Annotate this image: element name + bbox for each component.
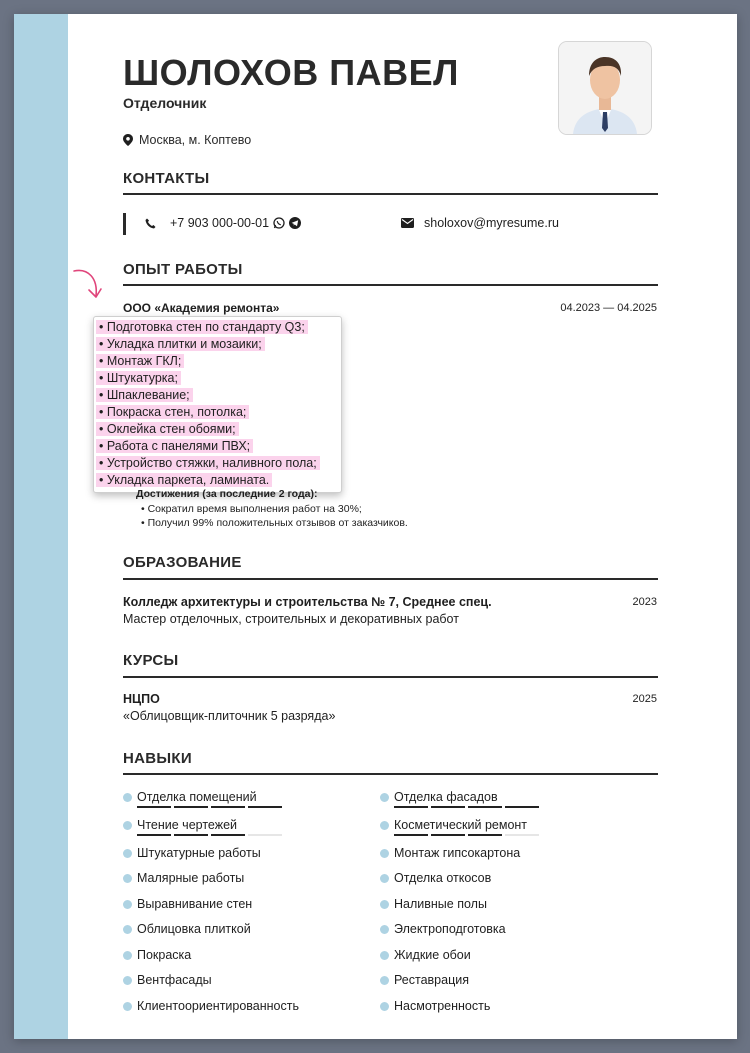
course-provider: НЦПО: [123, 692, 160, 706]
duty-item: • Штукатурка;: [94, 370, 341, 387]
skill-item: Насмотренность: [380, 999, 490, 1013]
contacts-accent-bar: [123, 213, 126, 235]
duty-item: • Монтаж ГКЛ;: [94, 353, 341, 370]
skill-bullet: [380, 1002, 389, 1011]
courses-divider: [123, 676, 658, 678]
skill-level-bar: [394, 806, 539, 808]
candidate-role: Отделочник: [123, 95, 207, 111]
skill-item: Отделка фасадов: [380, 790, 498, 804]
resume-page: [14, 14, 737, 1039]
education-specialty: Мастер отделочных, строительных и декоративных работ: [123, 612, 459, 626]
education-divider: [123, 578, 658, 580]
curved-arrow-icon: [72, 266, 104, 306]
course-year: 2025: [632, 693, 657, 705]
location-text: Москва, м. Коптево: [139, 133, 252, 147]
contacts-row: [123, 213, 658, 237]
skill-item: Облицовка плиткой: [123, 922, 251, 936]
location: [123, 133, 251, 147]
skill-level-bar: [137, 806, 282, 808]
skill-item: Косметический ремонт: [380, 818, 527, 832]
phone-contact[interactable]: [145, 216, 301, 230]
telegram-icon[interactable]: [289, 217, 301, 229]
skills-divider: [123, 773, 658, 775]
skill-item: Наливные полы: [380, 897, 487, 911]
envelope-icon: [401, 218, 414, 228]
skill-item: Малярные работы: [123, 871, 244, 885]
skill-bullet: [123, 1002, 132, 1011]
course-name: «Облицовщик-плиточник 5 разряда»: [123, 709, 336, 723]
education-institution: Колледж архитектуры и строительства № 7, Среднее спец.: [123, 595, 492, 609]
duty-item: • Оклейка стен обоями;: [94, 421, 341, 438]
skill-item: Монтаж гипсокартона: [380, 846, 520, 860]
skills-title: НАВЫКИ: [123, 750, 192, 767]
skill-level-bar: [394, 834, 539, 836]
skill-bullet: [380, 900, 389, 909]
skill-bullet: [123, 951, 132, 960]
skill-bullet: [123, 849, 132, 858]
courses-title: КУРСЫ: [123, 652, 179, 669]
skill-item: Покраска: [123, 948, 191, 962]
skill-item: Чтение чертежей: [123, 818, 237, 832]
achievement-item: • Сократил время выполнения работ на 30%;: [141, 503, 362, 515]
skill-bullet: [123, 976, 132, 985]
job-company: ООО «Академия ремонта»: [123, 301, 280, 315]
education-year: 2023: [632, 596, 657, 608]
achievements-title: Достижения (за последние 2 года):: [136, 488, 318, 500]
skill-bullet: [123, 900, 132, 909]
duty-item: • Укладка плитки и мозаики;: [94, 336, 341, 353]
experience-title: ОПЫТ РАБОТЫ: [123, 261, 243, 278]
duty-item: • Шпаклевание;: [94, 387, 341, 404]
duties-popup[interactable]: [93, 316, 342, 493]
contacts-title: КОНТАКТЫ: [123, 170, 210, 187]
whatsapp-icon[interactable]: [273, 217, 285, 229]
skill-item: Штукатурные работы: [123, 846, 261, 860]
experience-divider: [123, 284, 658, 286]
skill-bullet: [123, 821, 132, 830]
skill-item: Жидкие обои: [380, 948, 471, 962]
duty-item: • Подготовка стен по стандарту Q3;: [94, 319, 341, 336]
job-dates: 04.2023 — 04.2025: [560, 302, 657, 314]
skill-bullet: [380, 951, 389, 960]
skill-bullet: [380, 821, 389, 830]
skill-bullet: [380, 793, 389, 802]
duty-item: • Покраска стен, потолка;: [94, 404, 341, 421]
email-contact[interactable]: [401, 216, 559, 230]
email-address[interactable]: sholoxov@myresume.ru: [424, 216, 559, 230]
phone-number[interactable]: +7 903 000-00-01: [170, 216, 270, 230]
skill-item: Реставрация: [380, 973, 469, 987]
skill-bullet: [123, 874, 132, 883]
duty-item: • Устройство стяжки, наливного пола;: [94, 455, 341, 472]
skill-item: Вентфасады: [123, 973, 212, 987]
education-title: ОБРАЗОВАНИЕ: [123, 554, 242, 571]
side-stripe: [14, 14, 68, 1039]
skill-item: Отделка помещений: [123, 790, 257, 804]
skill-bullet: [380, 925, 389, 934]
skill-item: Электроподготовка: [380, 922, 506, 936]
skill-item: Отделка откосов: [380, 871, 491, 885]
location-pin-icon: [123, 134, 133, 146]
skill-bullet: [123, 793, 132, 802]
phone-icon: [145, 218, 156, 229]
duty-item: • Укладка паркета, ламината.: [94, 472, 341, 489]
achievement-item: • Получил 99% положительных отзывов от заказчиков.: [141, 517, 408, 529]
skill-item: Клиентоориентированность: [123, 999, 299, 1013]
candidate-name: ШОЛОХОВ ПАВЕЛ: [123, 52, 459, 93]
skill-level-bar: [137, 834, 282, 836]
achievements-list: [141, 502, 408, 530]
duty-item: • Работа с панелями ПВХ;: [94, 438, 341, 455]
skill-bullet: [123, 925, 132, 934]
skill-bullet: [380, 849, 389, 858]
skill-bullet: [380, 874, 389, 883]
skill-bullet: [380, 976, 389, 985]
profile-photo: [558, 41, 652, 135]
contacts-divider: [123, 193, 658, 195]
skill-item: Выравнивание стен: [123, 897, 252, 911]
